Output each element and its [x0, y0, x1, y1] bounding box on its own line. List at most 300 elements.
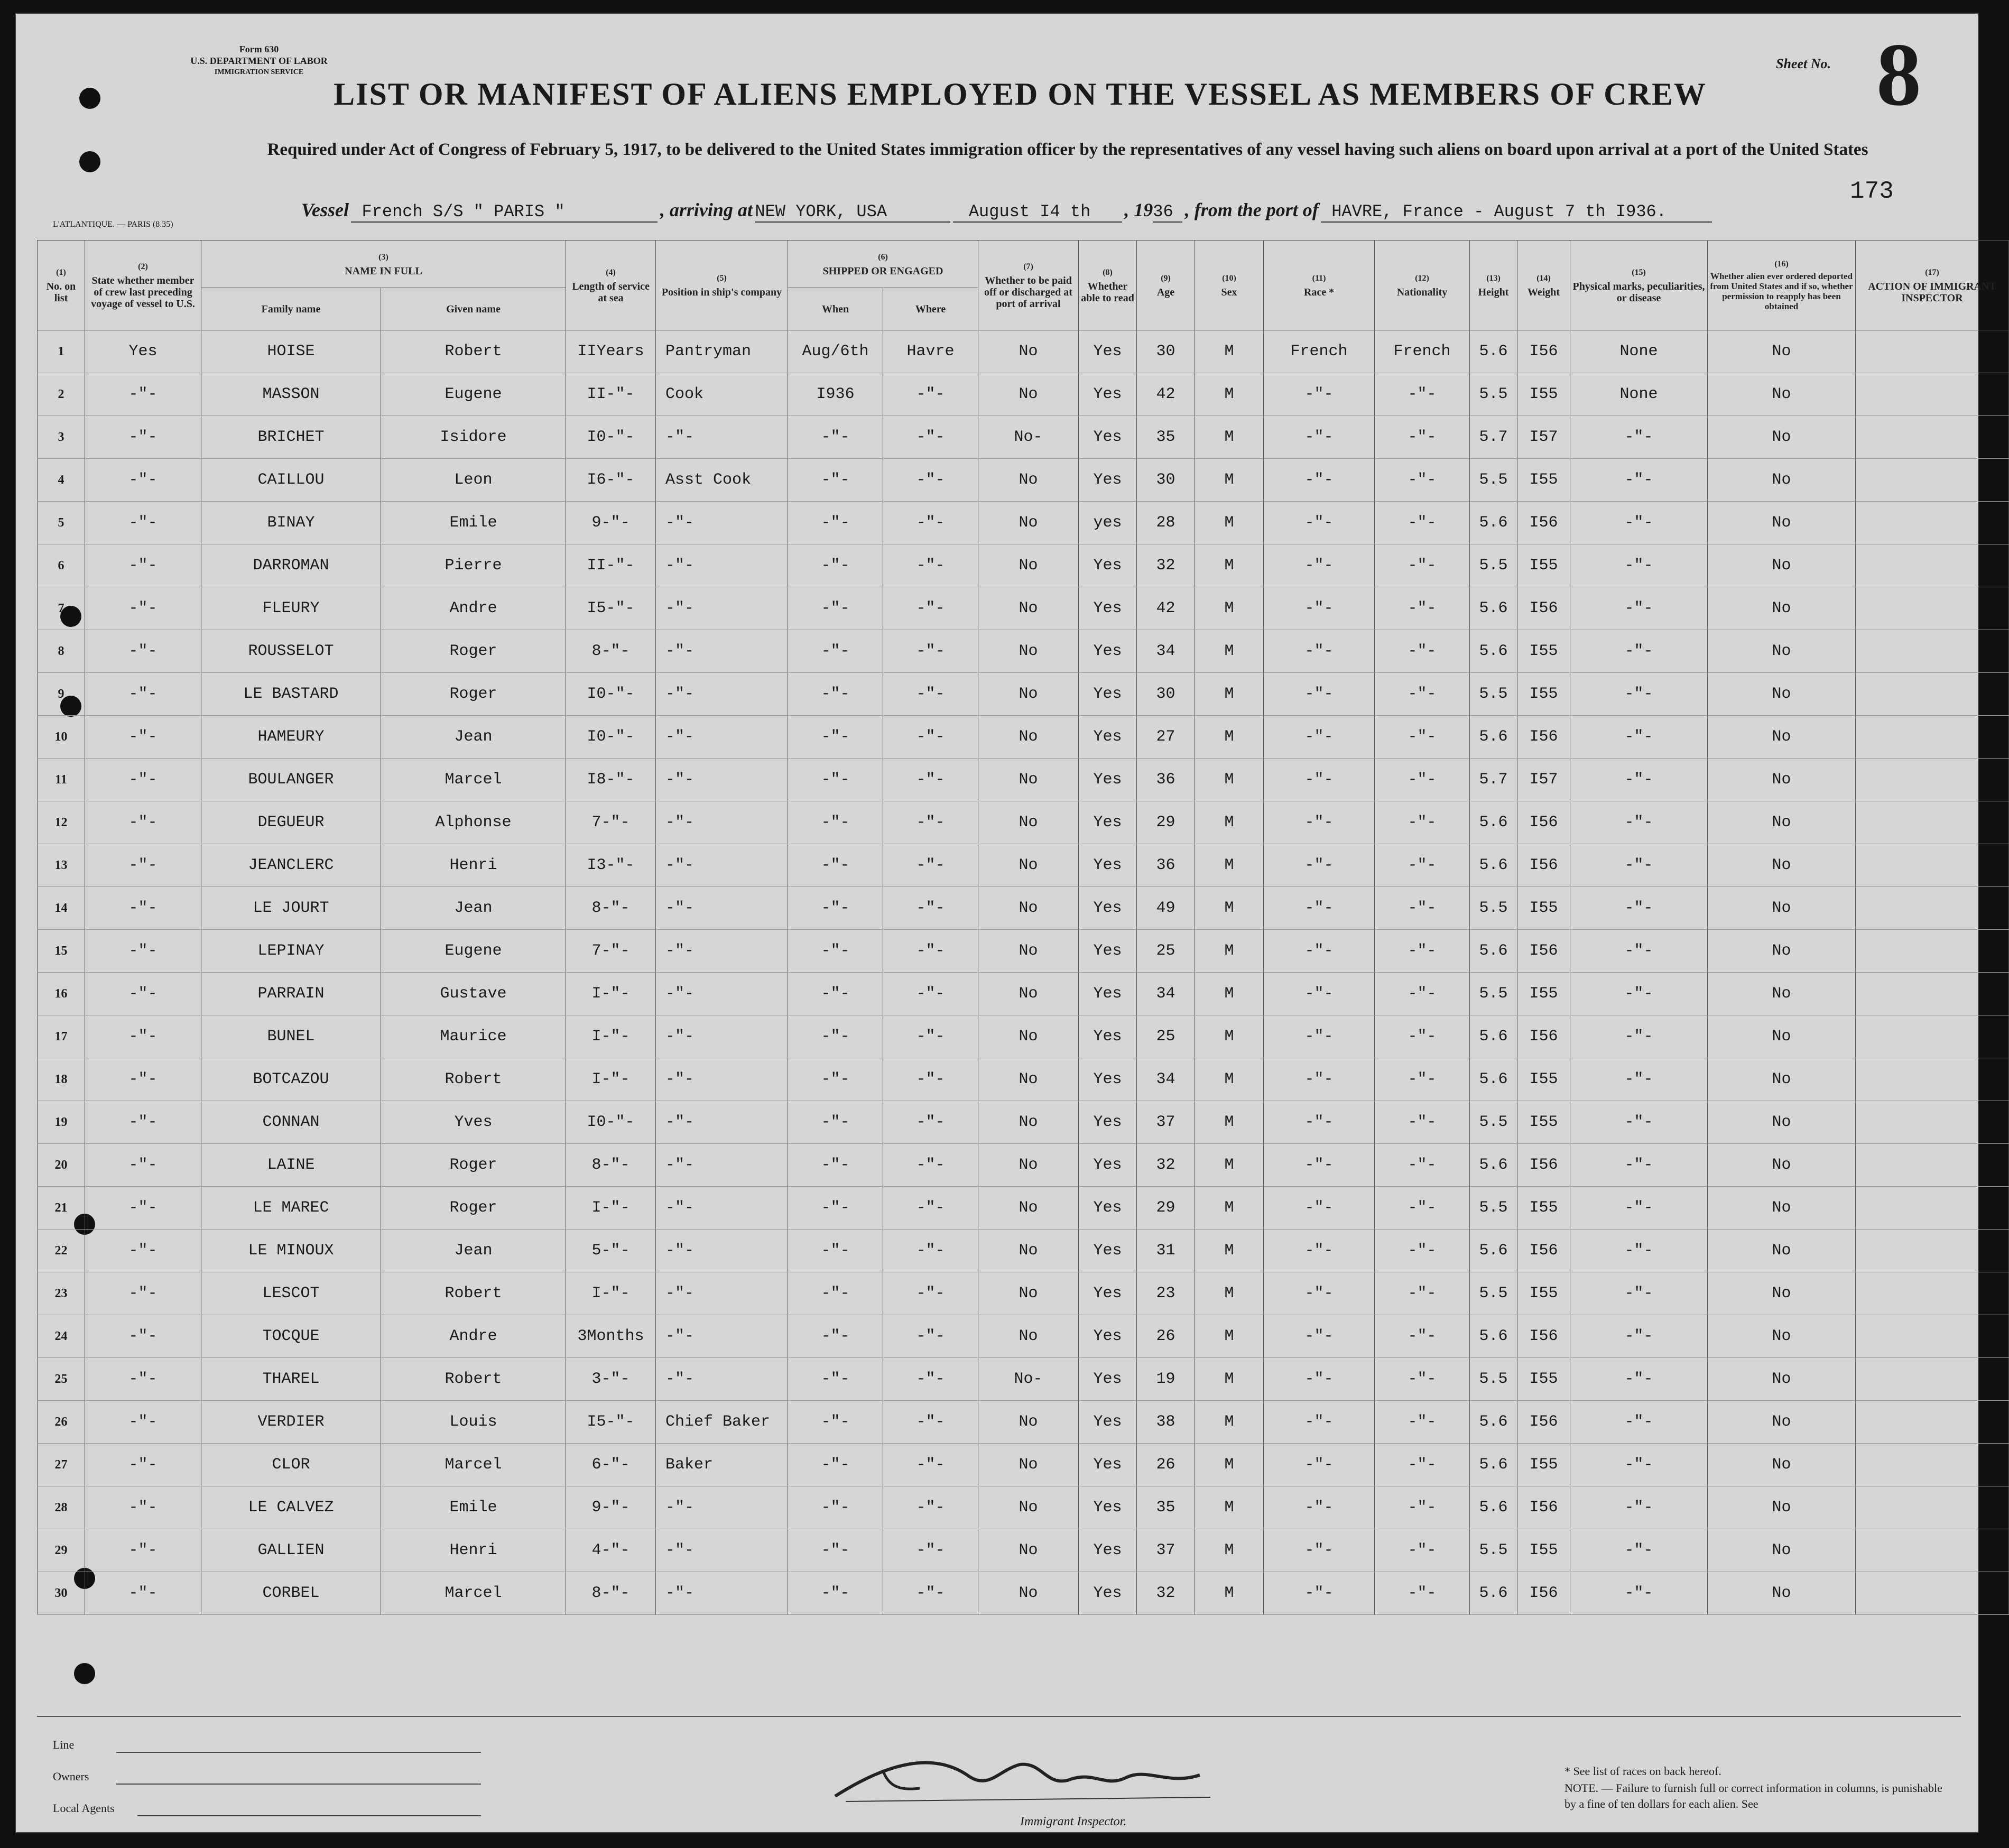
cell-weight: I56: [1517, 1401, 1570, 1444]
cell-deported: No: [1708, 887, 1856, 930]
cell-height: 5.6: [1470, 630, 1517, 673]
table-row: [38, 1272, 2009, 1315]
cell-able-read: Yes: [1079, 1272, 1137, 1315]
cell-height: 5.5: [1470, 544, 1517, 587]
cell-paid-off: No: [978, 1529, 1079, 1572]
cell-sex: M: [1195, 416, 1264, 459]
cell-length-service: 3-"-: [566, 1358, 656, 1401]
cell-sex: M: [1195, 1315, 1264, 1358]
sheet-number: 8: [1876, 25, 1921, 124]
cell-shipped-when: -"-: [788, 759, 883, 801]
cell-able-read: Yes: [1079, 1101, 1137, 1144]
cell-shipped-where: -"-: [883, 801, 978, 844]
cell-able-read: Yes: [1079, 1315, 1137, 1358]
cell-sex: M: [1195, 1486, 1264, 1529]
cell-given-name: Henri: [381, 844, 566, 887]
cell-deported: No: [1708, 373, 1856, 416]
col-header-shipped: (6) SHIPPED OR ENGAGED: [788, 241, 978, 288]
cell-family-name: LE MAREC: [201, 1187, 381, 1230]
cell-physical-marks: -"-: [1570, 1187, 1708, 1230]
table-row: [38, 630, 2009, 673]
cell-height: 5.5: [1470, 887, 1517, 930]
cell-line-no: 23: [38, 1272, 85, 1315]
cell-race: -"-: [1264, 973, 1375, 1015]
cell-sex: M: [1195, 587, 1264, 630]
cell-line-no: 5: [38, 502, 85, 544]
cell-given-name: Emile: [381, 502, 566, 544]
cell-action: [1856, 716, 2009, 759]
cell-shipped-when: -"-: [788, 801, 883, 844]
table-row: [38, 1444, 2009, 1486]
cell-deported: No: [1708, 716, 1856, 759]
cell-weight: I55: [1517, 673, 1570, 716]
cell-shipped-where: -"-: [883, 844, 978, 887]
cell-given-name: Isidore: [381, 416, 566, 459]
cell-age: 42: [1137, 587, 1195, 630]
cell-position: Cook: [656, 373, 788, 416]
cell-height: 5.5: [1470, 1272, 1517, 1315]
cell-line-no: 26: [38, 1401, 85, 1444]
cell-length-service: 9-"-: [566, 1486, 656, 1529]
table-row: [38, 844, 2009, 887]
cell-position: -"-: [656, 930, 788, 973]
cell-paid-off: No: [978, 1101, 1079, 1144]
cell-last-voyage: -"-: [85, 416, 201, 459]
owners-field: [116, 1782, 481, 1785]
cell-sex: M: [1195, 1572, 1264, 1615]
cell-line-no: 20: [38, 1144, 85, 1187]
cell-physical-marks: -"-: [1570, 1058, 1708, 1101]
cell-height: 5.5: [1470, 673, 1517, 716]
department-label: U.S. DEPARTMENT OF LABOR: [190, 56, 328, 66]
cell-deported: No: [1708, 587, 1856, 630]
cell-weight: I56: [1517, 930, 1570, 973]
cell-physical-marks: -"-: [1570, 844, 1708, 887]
cell-sex: M: [1195, 1529, 1264, 1572]
cell-shipped-where: -"-: [883, 716, 978, 759]
cell-sex: M: [1195, 1058, 1264, 1101]
cell-last-voyage: -"-: [85, 673, 201, 716]
table-row: [38, 416, 2009, 459]
cell-weight: I55: [1517, 373, 1570, 416]
cell-height: 5.6: [1470, 1444, 1517, 1486]
cell-race: -"-: [1264, 1315, 1375, 1358]
cell-height: 5.6: [1470, 1572, 1517, 1615]
cell-race: -"-: [1264, 1272, 1375, 1315]
cell-length-service: I5-"-: [566, 1401, 656, 1444]
cell-family-name: BOTCAZOU: [201, 1058, 381, 1101]
cell-sex: M: [1195, 502, 1264, 544]
cell-physical-marks: -"-: [1570, 1144, 1708, 1187]
cell-sex: M: [1195, 630, 1264, 673]
cell-line-no: 16: [38, 973, 85, 1015]
cell-race: -"-: [1264, 716, 1375, 759]
arriving-port: NEW YORK, USA: [755, 202, 950, 223]
cell-given-name: Pierre: [381, 544, 566, 587]
col-header-physical-marks: (15) Physical marks, peculiarities, or disease: [1570, 241, 1708, 330]
cell-shipped-when: -"-: [788, 502, 883, 544]
year-suffix: 36: [1153, 202, 1182, 223]
cell-weight: I57: [1517, 416, 1570, 459]
cell-paid-off: No: [978, 1401, 1079, 1444]
cell-weight: I55: [1517, 887, 1570, 930]
cell-family-name: LESCOT: [201, 1272, 381, 1315]
cell-action: [1856, 330, 2009, 373]
cell-age: 30: [1137, 459, 1195, 502]
cell-deported: No: [1708, 759, 1856, 801]
cell-age: 25: [1137, 930, 1195, 973]
cell-shipped-when: -"-: [788, 887, 883, 930]
cell-race: -"-: [1264, 1529, 1375, 1572]
cell-action: [1856, 502, 2009, 544]
cell-height: 5.5: [1470, 1187, 1517, 1230]
note-label: NOTE.: [1564, 1781, 1599, 1795]
manifest-rows: [38, 330, 2009, 1615]
cell-line-no: 9: [38, 673, 85, 716]
cell-shipped-when: -"-: [788, 1187, 883, 1230]
cell-weight: I56: [1517, 1015, 1570, 1058]
cell-nationality: French: [1375, 330, 1470, 373]
cell-sex: M: [1195, 459, 1264, 502]
cell-able-read: Yes: [1079, 1358, 1137, 1401]
cell-nationality: -"-: [1375, 630, 1470, 673]
cell-shipped-where: -"-: [883, 673, 978, 716]
cell-able-read: Yes: [1079, 759, 1137, 801]
table-row: [38, 801, 2009, 844]
cell-age: 42: [1137, 373, 1195, 416]
cell-physical-marks: -"-: [1570, 1529, 1708, 1572]
cell-given-name: Louis: [381, 1401, 566, 1444]
cell-given-name: Roger: [381, 630, 566, 673]
cell-age: 30: [1137, 330, 1195, 373]
cell-sex: M: [1195, 973, 1264, 1015]
cell-shipped-where: Havre: [883, 330, 978, 373]
col-header-where: Where: [883, 288, 978, 330]
cell-shipped-when: -"-: [788, 1272, 883, 1315]
cell-paid-off: No: [978, 844, 1079, 887]
cell-given-name: Eugene: [381, 373, 566, 416]
cell-sex: M: [1195, 1272, 1264, 1315]
cell-given-name: Andre: [381, 1315, 566, 1358]
race-note: * See list of races on back hereof.: [1564, 1764, 1721, 1778]
cell-position: -"-: [656, 673, 788, 716]
cell-race: -"-: [1264, 544, 1375, 587]
cell-race: -"-: [1264, 673, 1375, 716]
cell-shipped-when: -"-: [788, 1315, 883, 1358]
cell-last-voyage: -"-: [85, 1486, 201, 1529]
cell-race: -"-: [1264, 1230, 1375, 1272]
cell-action: [1856, 1187, 2009, 1230]
cell-physical-marks: -"-: [1570, 1572, 1708, 1615]
cell-family-name: THAREL: [201, 1358, 381, 1401]
note-text: — Failure to furnish full or correct information in columns, is punishable by a fine of ten dollars for each alien. See: [1564, 1781, 1942, 1810]
cell-last-voyage: -"-: [85, 801, 201, 844]
cell-last-voyage: -"-: [85, 587, 201, 630]
cell-age: 26: [1137, 1444, 1195, 1486]
cell-position: -"-: [656, 759, 788, 801]
cell-height: 5.5: [1470, 973, 1517, 1015]
cell-age: 28: [1137, 502, 1195, 544]
cell-sex: M: [1195, 1358, 1264, 1401]
col-header-nationality: (12) Nationality: [1375, 241, 1470, 330]
cell-shipped-when: -"-: [788, 973, 883, 1015]
cell-line-no: 25: [38, 1358, 85, 1401]
cell-age: 37: [1137, 1101, 1195, 1144]
page-number: 173: [1850, 178, 1894, 205]
cell-weight: I55: [1517, 1101, 1570, 1144]
cell-deported: No: [1708, 1315, 1856, 1358]
local-agents-field: [137, 1814, 481, 1816]
cell-family-name: LE JOURT: [201, 887, 381, 930]
cell-height: 5.6: [1470, 844, 1517, 887]
cell-position: -"-: [656, 1572, 788, 1615]
cell-deported: No: [1708, 1187, 1856, 1230]
cell-able-read: Yes: [1079, 416, 1137, 459]
cell-line-no: 27: [38, 1444, 85, 1486]
cell-given-name: Marcel: [381, 1444, 566, 1486]
cell-given-name: Robert: [381, 1272, 566, 1315]
cell-sex: M: [1195, 330, 1264, 373]
cell-family-name: HOISE: [201, 330, 381, 373]
cell-action: [1856, 673, 2009, 716]
cell-given-name: Marcel: [381, 759, 566, 801]
cell-age: 23: [1137, 1272, 1195, 1315]
form-header: [174, 43, 344, 78]
cell-weight: I55: [1517, 1058, 1570, 1101]
cell-nationality: -"-: [1375, 1401, 1470, 1444]
cell-height: 5.6: [1470, 716, 1517, 759]
cell-nationality: -"-: [1375, 1230, 1470, 1272]
cell-paid-off: No: [978, 544, 1079, 587]
cell-able-read: Yes: [1079, 887, 1137, 930]
cell-shipped-when: -"-: [788, 416, 883, 459]
cell-last-voyage: -"-: [85, 759, 201, 801]
table-row: [38, 1529, 2009, 1572]
table-row: [38, 587, 2009, 630]
table-row: [38, 759, 2009, 801]
page-title: LIST OR MANIFEST OF ALIENS EMPLOYED ON THE VESSEL AS MEMBERS OF CREW: [334, 77, 1707, 112]
cell-physical-marks: -"-: [1570, 930, 1708, 973]
inspector-signature: [830, 1738, 1221, 1812]
cell-paid-off: No: [978, 973, 1079, 1015]
cell-height: 5.5: [1470, 1529, 1517, 1572]
cell-deported: No: [1708, 1529, 1856, 1572]
cell-given-name: Robert: [381, 1358, 566, 1401]
cell-deported: No: [1708, 1272, 1856, 1315]
cell-age: 38: [1137, 1401, 1195, 1444]
cell-shipped-where: -"-: [883, 587, 978, 630]
cell-length-service: I-"-: [566, 1015, 656, 1058]
cell-sex: M: [1195, 1230, 1264, 1272]
col-header-position: (5) Position in ship's company: [656, 241, 788, 330]
cell-age: 26: [1137, 1315, 1195, 1358]
cell-action: [1856, 1401, 2009, 1444]
cell-nationality: -"-: [1375, 844, 1470, 887]
cell-deported: No: [1708, 1486, 1856, 1529]
cell-line-no: 1: [38, 330, 85, 373]
cell-line-no: 18: [38, 1058, 85, 1101]
cell-weight: I55: [1517, 1444, 1570, 1486]
cell-length-service: 8-"-: [566, 1144, 656, 1187]
from-port: HAVRE, France - August 7 th I936.: [1321, 202, 1712, 223]
cell-race: -"-: [1264, 1058, 1375, 1101]
cell-shipped-where: -"-: [883, 1444, 978, 1486]
cell-given-name: Leon: [381, 459, 566, 502]
cell-shipped-when: -"-: [788, 1444, 883, 1486]
manifest-footer: [37, 1716, 1961, 1833]
cell-weight: I55: [1517, 1358, 1570, 1401]
cell-position: -"-: [656, 887, 788, 930]
cell-weight: I56: [1517, 844, 1570, 887]
cell-shipped-when: -"-: [788, 459, 883, 502]
cell-age: 32: [1137, 544, 1195, 587]
cell-nationality: -"-: [1375, 373, 1470, 416]
cell-weight: I55: [1517, 459, 1570, 502]
cell-family-name: JEANCLERC: [201, 844, 381, 887]
cell-weight: I55: [1517, 973, 1570, 1015]
cell-family-name: BUNEL: [201, 1015, 381, 1058]
cell-position: -"-: [656, 544, 788, 587]
cell-height: 5.6: [1470, 502, 1517, 544]
cell-race: -"-: [1264, 887, 1375, 930]
cell-deported: No: [1708, 1144, 1856, 1187]
table-row: [38, 716, 2009, 759]
col-header-length-service: (4) Length of service at sea: [566, 241, 656, 330]
cell-shipped-when: -"-: [788, 1529, 883, 1572]
cell-age: 32: [1137, 1572, 1195, 1615]
cell-length-service: I-"-: [566, 1272, 656, 1315]
cell-age: 36: [1137, 844, 1195, 887]
cell-line-no: 30: [38, 1572, 85, 1615]
cell-paid-off: No: [978, 502, 1079, 544]
cell-action: [1856, 459, 2009, 502]
cell-race: -"-: [1264, 502, 1375, 544]
cell-shipped-where: -"-: [883, 1144, 978, 1187]
cell-physical-marks: -"-: [1570, 1101, 1708, 1144]
cell-length-service: I-"-: [566, 1187, 656, 1230]
cell-action: [1856, 973, 2009, 1015]
cell-action: [1856, 1572, 2009, 1615]
table-row: [38, 1101, 2009, 1144]
cell-able-read: Yes: [1079, 587, 1137, 630]
cell-line-no: 6: [38, 544, 85, 587]
inspector-label: Immigrant Inspector.: [1020, 1815, 1127, 1828]
cell-family-name: CORBEL: [201, 1572, 381, 1615]
cell-race: -"-: [1264, 1187, 1375, 1230]
cell-length-service: I-"-: [566, 973, 656, 1015]
cell-paid-off: No: [978, 759, 1079, 801]
arrival-date: August I4 th: [953, 202, 1122, 223]
cell-height: 5.6: [1470, 801, 1517, 844]
vessel-name: French S/S " PARIS ": [351, 202, 658, 223]
cell-weight: I56: [1517, 1572, 1570, 1615]
table-row: [38, 1187, 2009, 1230]
cell-deported: No: [1708, 1230, 1856, 1272]
cell-able-read: Yes: [1079, 1529, 1137, 1572]
cell-race: -"-: [1264, 1401, 1375, 1444]
cell-able-read: Yes: [1079, 1572, 1137, 1615]
cell-position: -"-: [656, 1486, 788, 1529]
punch-hole: [74, 1663, 95, 1684]
cell-last-voyage: -"-: [85, 1444, 201, 1486]
cell-nationality: -"-: [1375, 1358, 1470, 1401]
cell-able-read: Yes: [1079, 1187, 1137, 1230]
cell-given-name: Maurice: [381, 1015, 566, 1058]
cell-age: 29: [1137, 801, 1195, 844]
cell-physical-marks: -"-: [1570, 587, 1708, 630]
cell-last-voyage: -"-: [85, 1144, 201, 1187]
cell-family-name: FLEURY: [201, 587, 381, 630]
cell-last-voyage: -"-: [85, 716, 201, 759]
cell-race: -"-: [1264, 844, 1375, 887]
cell-shipped-when: -"-: [788, 1144, 883, 1187]
cell-race: -"-: [1264, 459, 1375, 502]
cell-physical-marks: -"-: [1570, 544, 1708, 587]
cell-nationality: -"-: [1375, 673, 1470, 716]
cell-sex: M: [1195, 1444, 1264, 1486]
cell-deported: No: [1708, 416, 1856, 459]
cell-weight: I56: [1517, 330, 1570, 373]
cell-deported: No: [1708, 1401, 1856, 1444]
cell-line-no: 3: [38, 416, 85, 459]
cell-paid-off: No: [978, 1486, 1079, 1529]
cell-physical-marks: -"-: [1570, 1272, 1708, 1315]
cell-height: 5.6: [1470, 1401, 1517, 1444]
table-row: [38, 1015, 2009, 1058]
cell-able-read: Yes: [1079, 1015, 1137, 1058]
cell-physical-marks: -"-: [1570, 1401, 1708, 1444]
cell-given-name: Robert: [381, 330, 566, 373]
cell-race: -"-: [1264, 630, 1375, 673]
cell-nationality: -"-: [1375, 1015, 1470, 1058]
cell-family-name: CONNAN: [201, 1101, 381, 1144]
cell-physical-marks: -"-: [1570, 1358, 1708, 1401]
cell-line-no: 7: [38, 587, 85, 630]
cell-family-name: DEGUEUR: [201, 801, 381, 844]
cell-last-voyage: -"-: [85, 1572, 201, 1615]
cell-weight: I55: [1517, 1529, 1570, 1572]
cell-deported: No: [1708, 1101, 1856, 1144]
cell-family-name: BOULANGER: [201, 759, 381, 801]
cell-sex: M: [1195, 1187, 1264, 1230]
cell-family-name: CLOR: [201, 1444, 381, 1486]
col-header-paid-off: (7) Whether to be paid off or discharged at port of arrival: [978, 241, 1079, 330]
cell-shipped-where: -"-: [883, 930, 978, 973]
cell-deported: No: [1708, 1058, 1856, 1101]
cell-shipped-when: -"-: [788, 1401, 883, 1444]
cell-action: [1856, 1272, 2009, 1315]
cell-able-read: Yes: [1079, 973, 1137, 1015]
cell-paid-off: No: [978, 887, 1079, 930]
cell-shipped-when: -"-: [788, 1015, 883, 1058]
col-header-family-name: Family name: [201, 288, 381, 330]
vessel-label: Vessel: [301, 199, 349, 220]
cell-last-voyage: -"-: [85, 630, 201, 673]
cell-action: [1856, 1486, 2009, 1529]
table-row: [38, 1144, 2009, 1187]
cell-length-service: II-"-: [566, 544, 656, 587]
cell-family-name: LE BASTARD: [201, 673, 381, 716]
cell-shipped-when: -"-: [788, 844, 883, 887]
cell-line-no: 22: [38, 1230, 85, 1272]
cell-age: 34: [1137, 1058, 1195, 1101]
cell-action: [1856, 1358, 2009, 1401]
cell-last-voyage: -"-: [85, 1015, 201, 1058]
cell-shipped-where: -"-: [883, 1401, 978, 1444]
cell-nationality: -"-: [1375, 887, 1470, 930]
col-header-weight: (14) Weight: [1517, 241, 1570, 330]
table-row: [38, 502, 2009, 544]
